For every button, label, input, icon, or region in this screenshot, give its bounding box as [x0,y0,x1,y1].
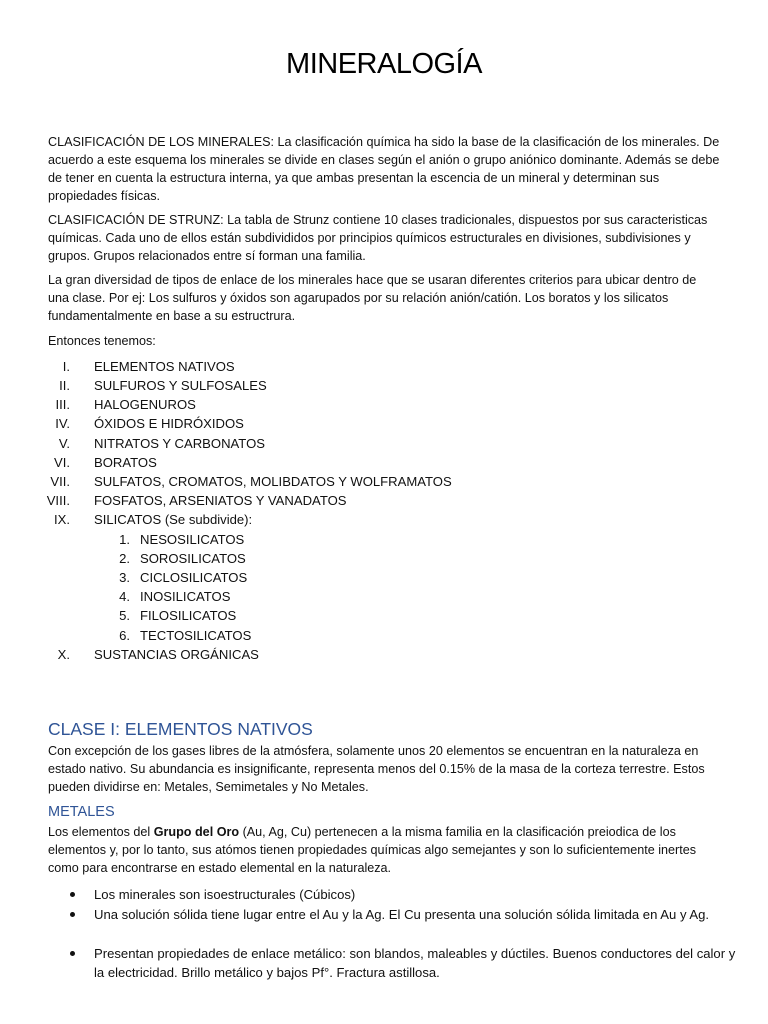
list-item-label: SILICATOS (Se subdivide): [94,512,253,527]
list-number: 4. [119,589,130,604]
paragraph-entonces: Entonces tenemos: [48,334,156,348]
bullet-text: Los minerales son isoestructurales (Cúbicos) [94,887,356,902]
bullet-icon [70,892,75,897]
list-item-label: TECTOSILICATOS [140,628,252,643]
list-number: VIII. [46,493,70,508]
list-number: III. [55,397,70,412]
list-item-label: CICLOSILICATOS [140,570,248,585]
paragraph-classification: CLASIFICACIÓN DE LOS MINERALES: La clasificación química ha sido la base de la clasificación de los minerales. De acuerdo a este esquema los minerales se divide en clases según el anión o grupo aniónico dominante. Además se debe de tener en cuenta la estructura interna, ya que ambas presentan la escencia de un mineral y determinan sus propiedades físicas. [48,135,720,203]
list-number: 5. [119,608,130,623]
list-number: 3. [119,570,130,585]
list-item-label: SULFATOS, CROMATOS, MOLIBDATOS Y WOLFRAMATOS [94,474,452,489]
list-number: I. [62,359,70,374]
list-number: IV. [55,416,70,431]
list-item-label: FOSFATOS, ARSENIATOS Y VANADATOS [94,493,347,508]
section-heading-clase-1: CLASE I: ELEMENTOS NATIVOS [48,719,313,739]
list-item-label: HALOGENUROS [94,397,196,412]
list-item-label: INOSILICATOS [140,589,231,604]
list-item-label: BORATOS [94,455,157,470]
list-number: 6. [119,628,130,643]
list-item-label: NITRATOS Y CARBONATOS [94,436,265,451]
list-item-label: SOROSILICATOS [140,551,246,566]
text-run: (Au, Ag, Cu) pertenecen a la misma familia en la clasificación preiodica de los elementos y, por lo tanto, sus atómos tienen propiedades químicas algo semejantes y son lo suficientemente inertes como para encontrarse en estado elemental en la naturaleza. [48,825,697,875]
list-item-label: SUSTANCIAS ORGÁNICAS [94,647,259,662]
list-number: X. [57,647,70,662]
list-item-label: ÓXIDOS E HIDRÓXIDOS [94,416,244,431]
bullet-icon [70,951,75,956]
list-number: 2. [119,551,130,566]
subsection-heading-metales: METALES [48,804,115,820]
bullet-text: Una solución sólida tiene lugar entre el Au y la Ag. El Cu presenta una solución sólida limitada en Au y Ag. [94,907,710,922]
list-number: V. [58,436,70,451]
list-number: VII. [50,474,70,489]
list-item-label: NESOSILICATOS [140,532,245,547]
page-title: MINERALOGÍA [286,48,482,80]
bullet-icon [70,912,75,917]
bold-term: Grupo del Oro [153,825,240,839]
list-number: IX. [53,512,70,527]
list-item-label: SULFUROS Y SULFOSALES [94,378,267,393]
paragraph-grupo-oro [48,823,720,877]
list-number: II. [59,378,70,393]
paragraph-elementos-nativos: Con excepción de los gases libres de la atmósfera, solamente unos 20 elementos se encuentran en la naturaleza en estado nativo. Su abundancia es insignificante, representa menos del 0.15% de la masa de la corteza terrestre. Estos pueden dividirse en: Metales, Semimetales y No Metales. [48,744,705,794]
list-number: VI. [53,455,70,470]
paragraph-bond-types: La gran diversidad de tipos de enlace de los minerales hace que se usaran diferentes criterios para ubicar dentro de una clase. Por ej: Los sulfuros y óxidos son agarupados por su relación anión/catión. Los boratos y los silicatos fundamentalmente en base a su estructrura. [48,273,697,323]
list-item-label: FILOSILICATOS [140,608,237,623]
list-number: 1. [119,532,130,547]
text-run: Los elementos del [48,825,154,839]
paragraph-strunz: CLASIFICACIÓN DE STRUNZ: La tabla de Strunz contiene 10 clases tradicionales, dispuestos por sus caracteristicas químicas. Cada uno de ellos están subdivididos por principios químicos estructurales en divisiones, subdivisiones y grupos. Grupos relacionados entre sí forman una familia. [48,213,708,263]
list-item-label: ELEMENTOS NATIVOS [94,359,235,374]
bullet-text: Presentan propiedades de enlace metálico: son blandos, maleables y dúctiles. Buenos conductores del calor y la electricidad. Brillo metálico y bajos Pf°. Fractura astillosa. [94,946,736,980]
